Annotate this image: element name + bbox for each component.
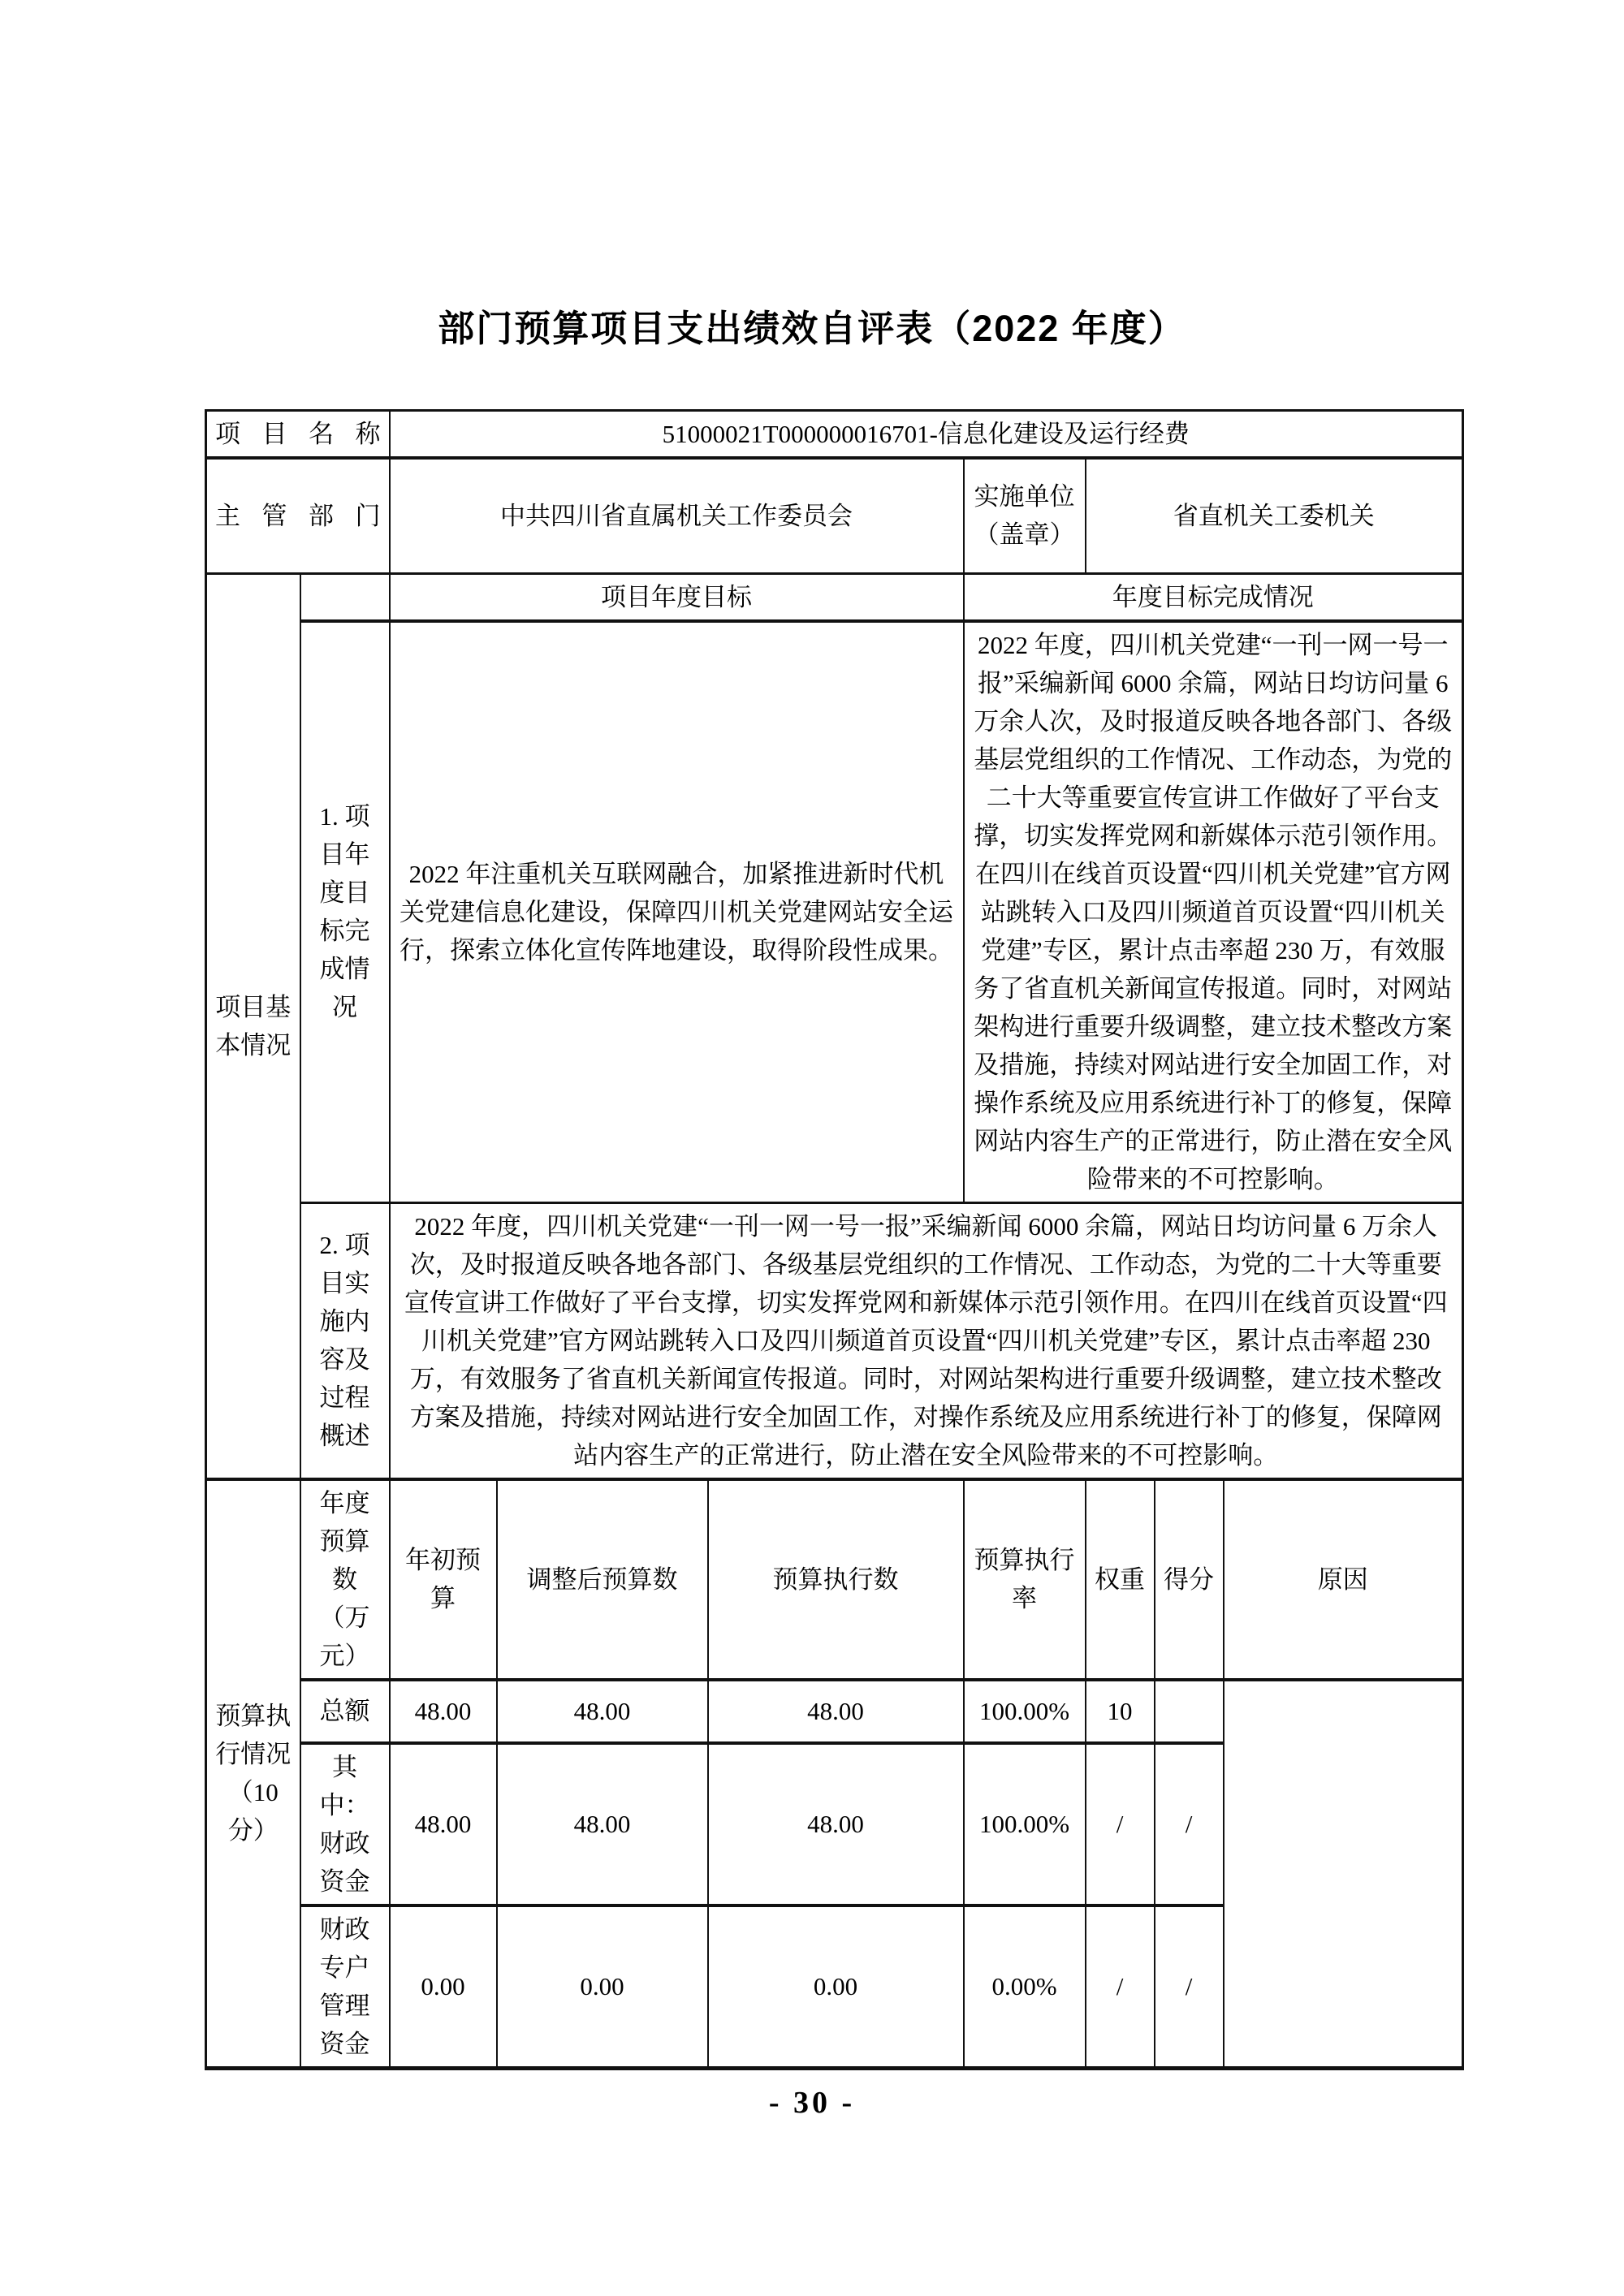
budget-special-weight: / <box>1086 1905 1155 2069</box>
budget-total-score <box>1155 1680 1224 1743</box>
budget-header-annual: 年度预算数（万元） <box>300 1479 390 1680</box>
budget-header-weight: 权重 <box>1086 1479 1155 1680</box>
implementing-unit-label: 实施单位（盖章） <box>964 458 1086 573</box>
department-label: 主管部门 <box>206 458 390 573</box>
budget-special-rate: 0.00% <box>964 1905 1086 2069</box>
annual-goal-header: 项目年度目标 <box>390 573 964 621</box>
budget-special-initial: 0.00 <box>390 1905 497 2069</box>
project-name-label: 项目名称 <box>206 411 390 459</box>
implementing-unit-value: 省直机关工委机关 <box>1086 458 1463 573</box>
budget-header-initial: 年初预算 <box>390 1479 497 1680</box>
budget-total-rate: 100.00% <box>964 1680 1086 1743</box>
budget-header-score: 得分 <box>1155 1479 1224 1680</box>
page-number: - 30 - <box>768 2086 856 2120</box>
goal-completion-row-label: 1. 项目年度目标完成情况 <box>300 621 390 1203</box>
budget-header-executed: 预算执行数 <box>708 1479 964 1680</box>
budget-fiscal-executed: 48.00 <box>708 1743 964 1905</box>
annual-goal-text: 2022 年注重机关互联网融合，加紧推进新时代机关党建信息化建设，保障四川机关党建网站安全运行，探索立体化宣传阵地建设，取得阶段性成果。 <box>390 621 964 1203</box>
budget-fiscal-initial: 48.00 <box>390 1743 497 1905</box>
goal-completion-text: 2022 年度，四川机关党建“一刊一网一号一报”采编新闻 6000 余篇，网站日均访问量 6 万余人次，及时报道反映各地各部门、各级基层党组织的工作情况、工作动态，为党的二十大等重要宣传宣讲工作做好了平台支撑，切实发挥党网和新媒体示范引领作用。在四川在线首页设置“四川机关党建”官方网站跳转入口及四川频道首页设置“四川机关党建”专区，累计点击率超 230 万，有效服务了省直机关新闻宣传报道。同时，对网站架构进行重要升级调整，建立技术整改方案及措施，持续对网站进行安全加固工作，对操作系统及应用系统进行补丁的修复，保障网站内容生产的正常进行，防止潜在安全风险带来的不可控影响。 <box>964 621 1463 1203</box>
budget-section-label: 预算执行情况（10 分） <box>206 1479 300 2069</box>
budget-row-label: 财政专户管理资金 <box>300 1905 390 2069</box>
budget-fiscal-adjusted: 48.00 <box>497 1743 708 1905</box>
budget-reason-cell <box>1224 1680 1463 2069</box>
budget-special-executed: 0.00 <box>708 1905 964 2069</box>
budget-header-adjusted: 调整后预算数 <box>497 1479 708 1680</box>
department-row <box>206 458 1463 573</box>
implementation-text: 2022 年度，四川机关党建“一刊一网一号一报”采编新闻 6000 余篇，网站日均访问量 6 万余人次，及时报道反映各地各部门、各级基层党组织的工作情况、工作动态，为党的二十大等重要宣传宣讲工作做好了平台支撑，切实发挥党网和新媒体示范引领作用。在四川在线首页设置“四川机关党建”官方网站跳转入口及四川频道首页设置“四川机关党建”专区，累计点击率超 230 万，有效服务了省直机关新闻宣传报道。同时，对网站架构进行重要升级调整，建立技术整改方案及措施，持续对网站进行安全加固工作，对操作系统及应用系统进行补丁的修复，保障网站内容生产的正常进行，防止潜在安全风险带来的不可控影响。 <box>390 1202 1463 1479</box>
basic-info-section-label: 项目基本情况 <box>206 573 300 1479</box>
page-title: 部门预算项目支出绩效自评表（2022 年度） <box>438 308 1186 349</box>
implementation-row <box>206 1202 1463 1479</box>
budget-row-label: 其中：财政资金 <box>300 1743 390 1905</box>
budget-total-executed: 48.00 <box>708 1680 964 1743</box>
budget-special-score: / <box>1155 1905 1224 2069</box>
budget-total-initial: 48.00 <box>390 1680 497 1743</box>
implementation-row-label: 2. 项目实施内容及过程概述 <box>300 1202 390 1479</box>
self-evaluation-table <box>205 409 1464 2070</box>
budget-fiscal-weight: / <box>1086 1743 1155 1905</box>
budget-row-label: 总额 <box>300 1680 390 1743</box>
department-value: 中共四川省直属机关工作委员会 <box>390 458 964 573</box>
project-name-value: 51000021T000000016701-信息化建设及运行经费 <box>390 411 1463 459</box>
goal-completion-header: 年度目标完成情况 <box>964 573 1463 621</box>
budget-header-reason: 原因 <box>1224 1479 1463 1680</box>
budget-special-adjusted: 0.00 <box>497 1905 708 2069</box>
budget-row-total <box>206 1680 1463 1743</box>
budget-total-weight: 10 <box>1086 1680 1155 1743</box>
budget-fiscal-score: / <box>1155 1743 1224 1905</box>
basic-info-empty-cell <box>300 573 390 621</box>
goal-completion-row <box>206 621 1463 1203</box>
budget-total-adjusted: 48.00 <box>497 1680 708 1743</box>
budget-header-rate: 预算执行率 <box>964 1479 1086 1680</box>
budget-fiscal-rate: 100.00% <box>964 1743 1086 1905</box>
basic-info-header-row <box>206 573 1463 621</box>
budget-header-row <box>206 1479 1463 1680</box>
project-name-row <box>206 411 1463 459</box>
